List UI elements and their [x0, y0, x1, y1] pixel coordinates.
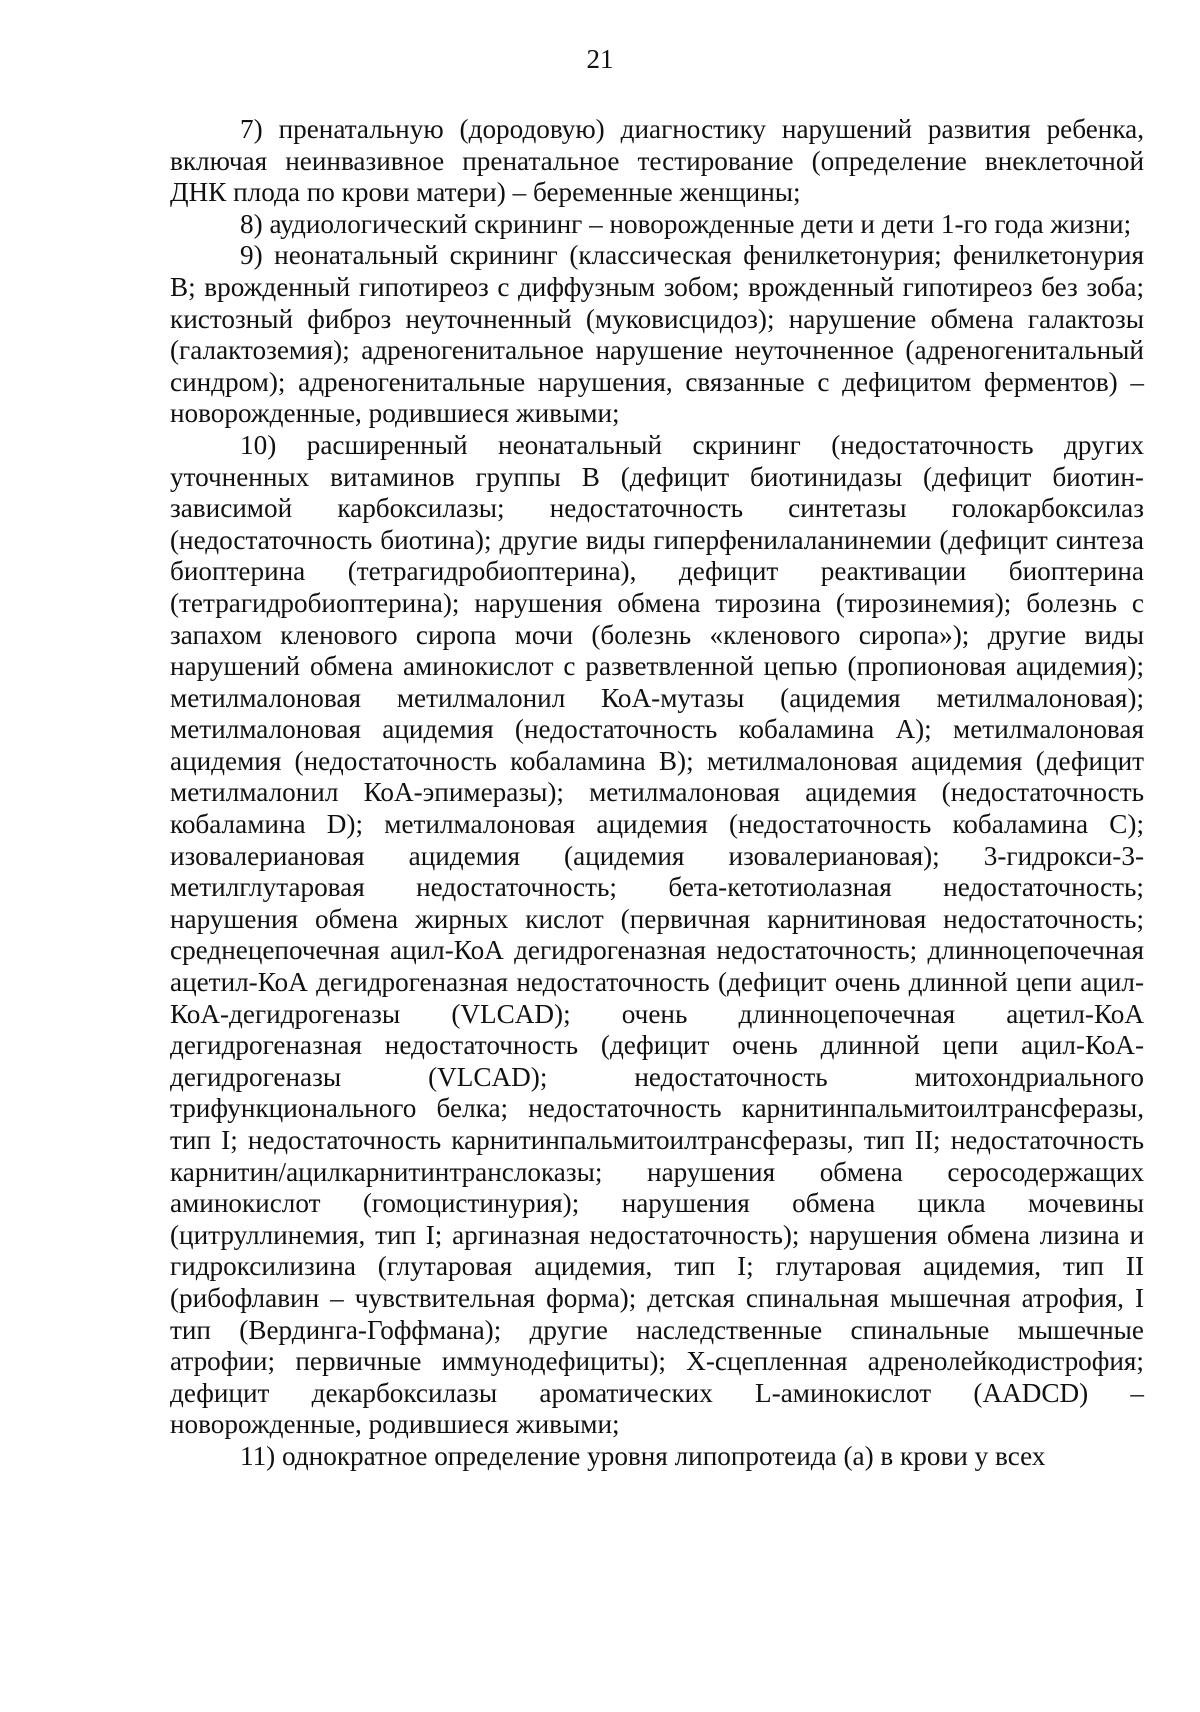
- paragraph-item-11: 11) однократное определение уровня липопротеида (а) в крови у всех: [240, 1440, 1046, 1471]
- page-number: 21: [586, 44, 614, 74]
- paragraph-item-10: 10) расширенный неонатальный скрининг (недостаточность других уточненных витаминов группы В (дефицит биотинидазы (дефицит биотин-зависимой карбоксилазы; недостаточность синтетазы голокарбоксилаз (недостаточность биотина); другие виды гиперфенилаланинемии (дефицит синтеза биоптерина (тетрагидробиоптерина), дефицит реактивации биоптерина (тетрагидробиоптерина); нарушения обмена тирозина (тирозинемия); болезнь с запахом кленового сиропа мочи (болезнь «кленового сиропа»); другие виды нарушений обмена аминокислот с разветвленной цепью (пропионовая ацидемия); метилмалоновая метилмалонил КоА-мутазы (ацидемия метилмалоновая); метилмалоновая ацидемия (недостаточность кобаламина А); метилмалоновая ацидемия (недостаточность кобаламина В); метилмалоновая ацидемия (дефицит метилмалонил КоА-эпимеразы); метилмалоновая ацидемия (недостаточность кобаламина D); метилмалоновая ацидемия (недостаточность кобаламина С); изовалериановая ацидемия (ацидемия изовалериановая); 3-гидрокси-3-метилглутаровая недостаточность; бета-кетотиолазная недостаточность; нарушения обмена жирных кислот (первичная карнитиновая недостаточность; среднецепочечная ацил-КоА дегидрогеназная недостаточность; длинноцепочечная ацетил-КоА дегидрогеназная недостаточность (дефицит очень длинной цепи ацил-КоА-дегидрогеназы (VLCAD); очень длинноцепочечная ацетил-КоА дегидрогеназная недостаточность (дефицит очень длинной цепи ацил-КоА-дегидрогеназы (VLCAD); недостаточность митохондриального трифункционального белка; недостаточность карнитинпальмитоилтрансферазы, тип I; недостаточность карнитинпальмитоилтрансферазы, тип II; недостаточность карнитин/ацилкарнитинтранслоказы; нарушения обмена серосодержащих аминокислот (гомоцистинурия); нарушения обмена цикла мочевины (цитруллинемия, тип I; аргиназная недостаточность); нарушения обмена лизина и гидроксилизина (глутаровая ацидемия, тип I; глутаровая ацидемия, тип II (рибофлавин – чувствительная форма); детская спинальная мышечная атрофия, I тип (Вердинга-Гоффмана); другие наследственные спинальные мышечные атрофии; первичные иммунодефициты); Х-сцепленная адренолейкодистрофия; дефицит декарбоксилазы ароматических L-аминокислот (AADCD) – новорожденные, родившиеся живыми;: [170, 429, 1144, 1440]
- paragraph-item-9: 9) неонатальный скрининг (классическая фенилкетонурия; фенилкетонурия В; врожденный гипотиреоз с диффузным зобом; врожденный гипотиреоз без зоба; кистозный фиброз неуточненный (муковисцидоз); нарушение обмена галактозы (галактоземия); адреногенитальное нарушение неуточненное (адреногенитальный синдром); адреногенитальные нарушения, связанные с дефицитом ферментов) – новорожденные, родившиеся живыми;: [170, 240, 1144, 429]
- document-body: [170, 114, 1144, 1473]
- paragraph-item-7: 7) пренатальную (дородовую) диагностику нарушений развития ребенка, включая неинвазивное пренатальное тестирование (определение внеклеточной ДНК плода по крови матери) – беременные женщины;: [170, 114, 1144, 208]
- paragraph-item-8: 8) аудиологический скрининг – новорожденные дети и дети 1-го года жизни;: [240, 208, 1132, 239]
